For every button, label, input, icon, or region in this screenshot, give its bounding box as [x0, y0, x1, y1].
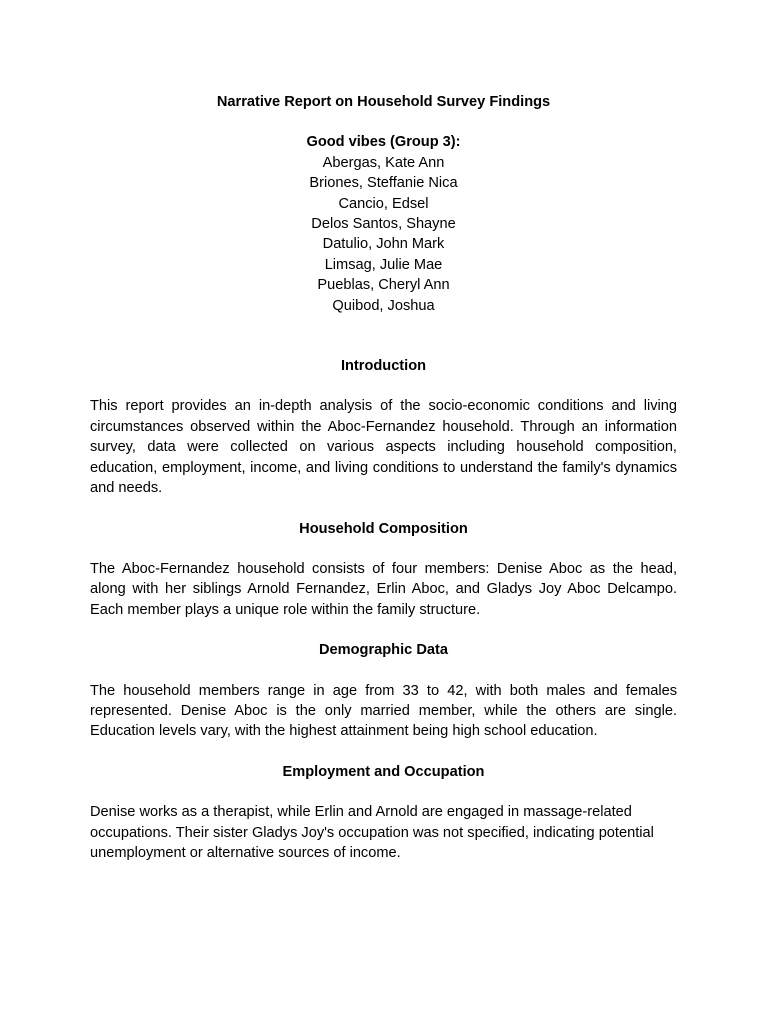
member-name: Abergas, Kate Ann	[322, 154, 445, 171]
member-name: Delos Santos, Shayne	[311, 216, 456, 233]
section-body-introduction: This report provides an in-depth analysis of the socio-economic conditions and living circumstances observed within the Aboc-Fernandez household. Through an information survey, data were collected on various aspects including household composition, education, employment, income, and living conditions to understand the family's dynamics and needs.	[90, 398, 677, 497]
section-body-employment-occupation: Denise works as a therapist, while Erlin and Arnold are engaged in massage-related occupations. Their sister Gladys Joy's occupation was not specified, indicating potential unemployment or alternative sources of income.	[90, 804, 654, 861]
document-title: Narrative Report on Household Survey Findings	[216, 94, 551, 110]
group-title: Good vibes (Group 3):	[306, 134, 461, 151]
member-list	[90, 153, 677, 316]
section-heading-household-composition: Household Composition	[299, 520, 468, 537]
section-body-household-composition: The Aboc-Fernandez household consists of four members: Denise Aboc as the head, along with her siblings Arnold Fernandez, Erlin Aboc, and Gladys Joy Aboc Delcampo. Each member plays a unique role within the family structure.	[90, 560, 677, 618]
section-heading-demographic-data: Demographic Data	[319, 642, 448, 659]
member-name: Datulio, John Mark	[322, 236, 445, 253]
member-name: Limsag, Julie Mae	[324, 256, 443, 273]
section-heading-introduction: Introduction	[340, 358, 427, 375]
member-name: Pueblas, Cheryl Ann	[317, 277, 450, 294]
section-heading-employment-occupation: Employment and Occupation	[282, 763, 485, 780]
member-name: Cancio, Edsel	[338, 195, 429, 212]
document-page	[90, 92, 677, 883]
member-name: Quibod, Joshua	[332, 297, 435, 314]
section-body-demographic-data: The household members range in age from 33 to 42, with both males and females represented. Denise Aboc is the only married member, while the others are single. Education levels vary, with the highest attainment being high school education.	[90, 682, 677, 740]
member-name: Briones, Steffanie Nica	[309, 175, 458, 192]
